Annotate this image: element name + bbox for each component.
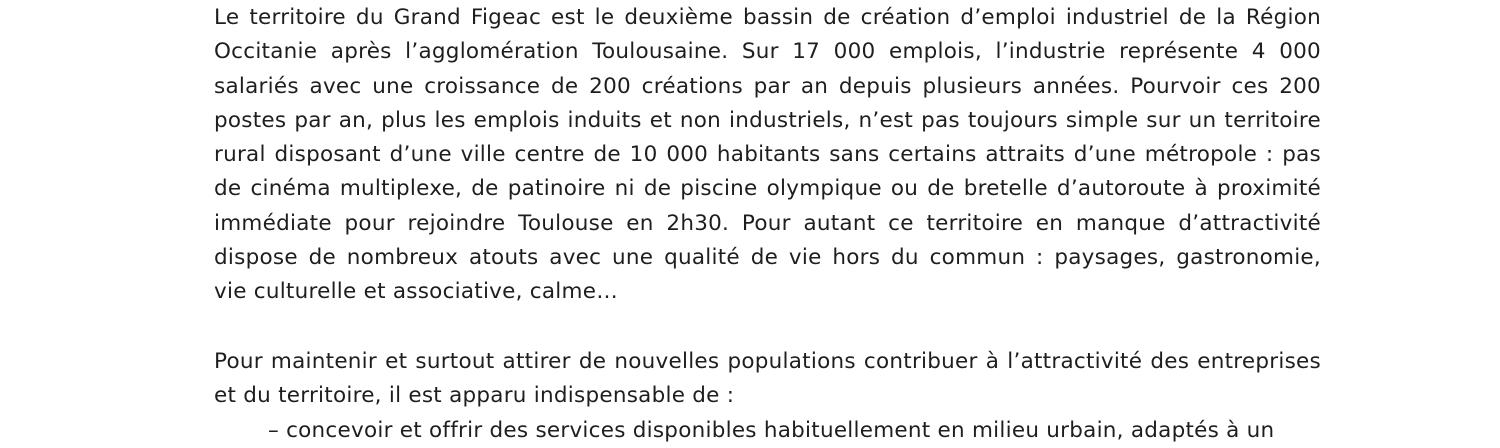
paragraph-objectives-intro: [214, 345, 1321, 414]
text-line: salariés avec une croissance de 200 créations par an depuis plusieurs années. Pourvoir ces 200: [214, 73, 1321, 99]
text-line: et du territoire, il est apparu indispensable de :: [214, 383, 735, 409]
text-line: rural disposant d’une ville centre de 10 000 habitants sans certains attraits d’une métropole : pas: [214, 142, 1321, 168]
text-line: immédiate pour rejoindre Toulouse en 2h30. Pour autant ce territoire en manque d’attractivité: [214, 210, 1321, 236]
text-line: dispose de nombreux atouts avec une qualité de vie hors du commun : paysages, gastronomie,: [214, 245, 1321, 271]
text-line: postes par an, plus les emplois induits et non industriels, n’est pas toujours simple sur un territoire: [214, 107, 1321, 133]
bullet-item-partial: – concevoir et offrir des services disponibles habituellement en milieu urbain, adaptés à un: [268, 418, 1275, 443]
text-line: Le territoire du Grand Figeac est le deuxième bassin de création d’emploi industriel de la Région: [214, 5, 1321, 30]
text-line: de cinéma multiplexe, de patinoire ni de piscine olympique ou de bretelle d’autoroute à proximité: [214, 176, 1321, 202]
text-line: Pour maintenir et surtout attirer de nouvelles populations contribuer à l’attractivité des entreprises: [214, 349, 1321, 374]
text-line: Occitanie après l’agglomération Toulousaine. Sur 17 000 emplois, l’industrie représente 4 000: [214, 39, 1321, 65]
paragraph-territory-description: [214, 1, 1321, 310]
text-line: vie culturelle et associative, calme…: [214, 279, 618, 305]
